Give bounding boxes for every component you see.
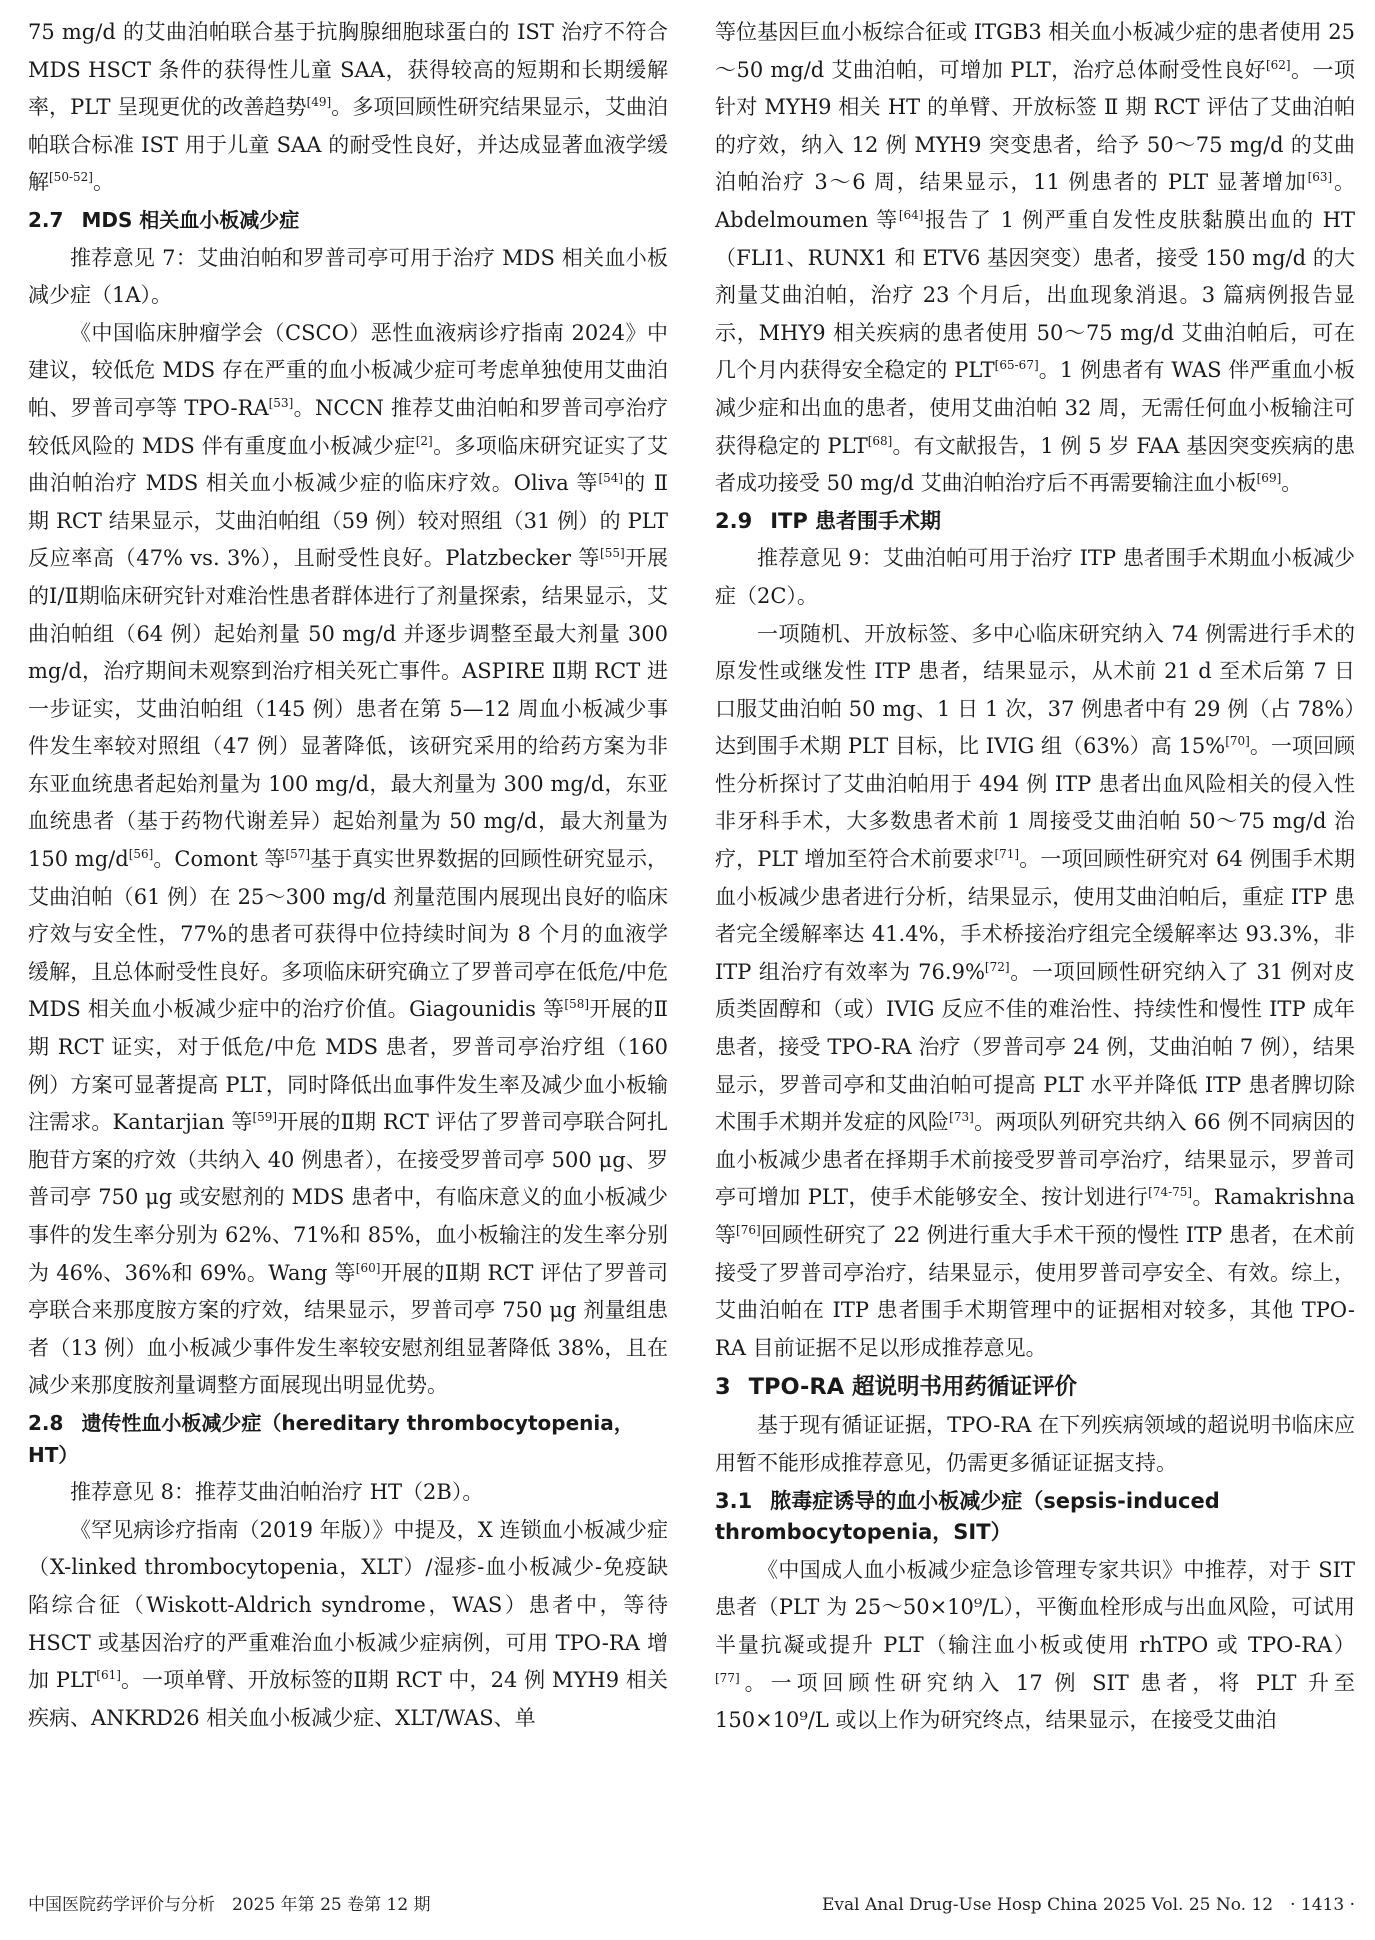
recommendation-9: 推荐意见 9：艾曲泊帕可用于治疗 ITP 患者围手术期血小板减少症（2C）。 [715,546,1355,608]
citation: [56] [128,847,154,862]
section-heading-2-7 [28,205,668,237]
text-run: 开展的Ⅱ期 RCT 证实，对于低危/中危 MDS 患者，罗普司亭治疗组（160 例）方案可显著提高 PLT，同时降低出血事件发生率及减少血小板输注需求。Kantarjian 等 [28,997,669,1135]
text-run: 报告了 1 例严重自发性皮肤黏膜出血的 HT（FLI1、RUNX1 和 ETV6 基因突变）患者，接受 150 mg/d 的大剂量艾曲泊帕，治疗 23 个月后，出血现象消退。3 篇病例报告显示，MHY9 相关疾病的患者使用 50～75 mg/d 艾曲泊帕后，可在几个月内获得安全稳定的 PLT [715,207,1355,383]
paragraph [715,1552,1355,1740]
citation: [65-67] [994,358,1039,373]
paragraph [28,14,668,202]
text-run: 。一项回顾性研究纳入了 31 例对皮质类固醇和（或）IVIG 反应不佳的难治性、持续性和慢性 ITP 成年患者，接受 TPO-RA 治疗（罗普司亭 24 例，艾曲泊帕 7 例），结果显示，罗普司亭和艾曲泊帕可提高 PLT 水平并降低 ITP 患者脾切除术围手术期并发症的风险 [715,959,1355,1135]
citation: [50-52] [49,170,93,185]
text-run: 。Ramakrishna 等 [715,1185,1355,1247]
text-run: 《中国成人血小板减少症急诊管理专家共识》中推荐，对于 SIT 患者（PLT 为 25～50×10⁹/L），平衡血栓形成与出血风险，可试用半量抗凝或提升 PLT（输注血小板或使用 rhTPO 或 TPO-RA） [715,1557,1355,1657]
right-column [715,14,1355,1740]
text-run: 。一项回顾性研究对 64 例围手术期血小板减少患者进行分析，结果显示，使用艾曲泊帕后，重症 ITP 患者完全缓解率达 41.4%，手术桥接治疗组完全缓解率达 93.3%，非 ITP 组治疗有效率为 76.9% [715,847,1355,984]
section-heading-3 [715,1371,1355,1403]
paragraph [28,315,668,1405]
citation: [55] [600,546,625,561]
citation: [61] [96,1668,121,1683]
citation: [76] [736,1223,761,1237]
recommendation-8: 推荐意见 8：推荐艾曲泊帕治疗 HT（2B）。 [70,1480,484,1505]
citation: [68] [867,433,893,448]
text-run: 《中国临床肿瘤学会（CSCO）恶性血液病诊疗指南 2024》中建议，较低危 MDS 存在严重的血小板减少症可考虑单独使用艾曲泊帕、罗普司亭等 TPO-RA [28,320,668,420]
section-number: 2.9 [715,508,753,533]
text-run: 。NCCN 推荐艾曲泊帕和罗普司亭治疗较低风险的 MDS 伴有重度血小板减少症 [28,395,668,458]
paragraph: 基于现有循证证据，TPO-RA 在下列疾病领域的超说明书临床应用暂不能形成推荐意见，仍需更多循证证据支持。 [715,1413,1355,1475]
citation: [49] [306,95,332,110]
citation: [2] [415,433,433,448]
text-run: 基于真实世界数据的回顾性研究显示，艾曲泊帕（61 例）在 25～300 mg/d 剂量范围内展现出良好的临床疗效与安全性，77%的患者可获得中位持续时间为 8 个月的血液学缓解，且总体耐受性良好。多项临床研究确立了罗普司亭在低危/中危 MDS 相关血小板减少症中的治疗价值。Giagounidis 等 [28,847,668,1022]
text-run: 。1 例患者有 WAS 伴严重血小板减少症和出血的患者，使用艾曲泊帕 32 周，无需任何血小板输注可获得稳定的 PLT [715,358,1356,458]
text-run: 。Abdelmoumen 等 [715,170,1355,232]
text-run: MDS 相关血小板减少症 [81,207,300,232]
text-run: 开展的Ⅰ/Ⅱ期临床研究针对难治性患者群体进行了剂量探索，结果显示，艾曲泊帕组（64 例）起始剂量 50 mg/d 并逐步调整至最大剂量 300 mg/d，治疗期间未观察到治疗相关死亡事件。ASPIRE Ⅱ期 RCT 进一步证实，艾曲泊帕组（145 例）患者在第 5—12 周血小板减少事件发生率较对照组（47 例）显著降低，该研究采用的给药方案为非东亚血统患者起始剂量为 100 mg/d，最大剂量为 300 mg/d，东亚血统患者（基于药物代谢差异）起始剂量为 50 mg/d，最大剂量为 150 mg/d [28,546,669,872]
text-run: 遗传性血小板减少症（hereditary thrombocytopenia，HT） [28,1410,634,1467]
citation: [63] [1307,170,1333,185]
section-number: 3 [715,1374,731,1401]
paragraph [715,14,1355,503]
citation: [69] [1256,471,1282,486]
section-heading-2-9 [715,506,1355,538]
text-run: 。多项临床研究证实了艾曲泊帕治疗 MDS 相关血小板减少症的临床疗效。Oliva 等 [28,433,669,496]
citation: [59] [252,1110,278,1125]
citation: [73] [949,1110,974,1125]
text-run: 一项随机、开放标签、多中心临床研究纳入 74 例需进行手术的原发性或继发性 ITP 患者，结果显示，从术前 21 d 至术后第 7 日口服艾曲泊帕 50 mg、1 日 1 次，37 例患者中有 29 例（占 78%）达到围手术期 PLT 目标，比 IVIG 组（63%）高 15% [715,621,1355,759]
citation: [54] [598,471,624,486]
citation: [77] [715,1670,740,1685]
text-run: 的 Ⅱ 期 RCT 结果显示，艾曲泊帕组（59 例）较对照组（31 例）的 PLT 反应率高（47% vs. 3%），且耐受性良好。Platzbecker 等 [28,471,668,571]
text-run: 开展的Ⅱ期 RCT 评估了罗普司亭联合来那度胺方案的疗效，结果显示，罗普司亭 750 μg 剂量组患者（13 例）血小板减少事件发生率较安慰剂组显著降低 38%，且在减少来那度胺剂量调整方面展现出明显优势。 [28,1260,668,1398]
text-run: 。Comont 等 [153,847,286,872]
text-run: 。一项针对 MYH9 相关 HT 的单臂、开放标签 Ⅱ 期 RCT 评估了艾曲泊帕的疗效，纳入 12 例 MYH9 突变患者，给予 50～75 mg/d 的艾曲泊帕治疗 3～6 周，结果显示，11 例患者的 PLT 显著增加 [715,57,1356,195]
citation: [64] [898,207,924,222]
paragraph [715,616,1355,1368]
journal-name-cn: 中国医院药学评价与分析 2025 年第 25 卷第 12 期 [28,1895,431,1915]
citation: [70] [1225,734,1250,749]
left-column [28,14,668,1737]
section-heading-3-1 [715,1486,1355,1549]
citation: [71] [994,847,1020,862]
citation: [60] [355,1260,381,1275]
text-run: 等位基因巨血小板综合征或 ITGB3 相关血小板减少症的患者使用 25～50 mg/d 艾曲泊帕，可增加 PLT，治疗总体耐受性良好 [715,20,1355,82]
paragraph [28,1512,668,1738]
text-run: 75 mg/d 的艾曲泊帕联合基于抗胸腺细胞球蛋白的 IST 治疗不符合 MDS HSCT 条件的获得性儿童 SAA，获得较高的短期和长期缓解率，PLT 呈现更优的改善趋势 [28,20,668,120]
citation: [62] [1265,57,1291,72]
recommendation-7: 推荐意见 7：艾曲泊帕和罗普司亭可用于治疗 MDS 相关血小板减少症（1A）。 [28,245,668,308]
citation: [57] [285,847,311,862]
journal-name-en: Eval Anal Drug-Use Hosp China 2025 Vol. 25 No. 12 · 1413 · [821,1895,1355,1915]
text-run: TPO-RA 超说明书用药循证评价 [748,1374,1077,1401]
text-run: 。一项回顾性研究纳入 17 例 SIT 患者，将 PLT 升至 150×10⁹/L 或以上作为研究终点，结果显示，在接受艾曲泊 [715,1670,1355,1733]
text-run: 。有文献报告，1 例 5 岁 FAA 基因突变疾病的患者成功接受 50 mg/d 艾曲泊帕治疗后不再需要输注血小板 [715,433,1355,496]
citation: [58] [564,997,590,1012]
text-run: 。多项回顾性研究结果显示，艾曲泊帕联合标准 IST 用于儿童 SAA 的耐受性良好，并达成显著血液学缓解 [28,95,668,195]
page-footer [28,1890,1355,1916]
section-number: 2.7 [28,207,64,232]
section-number: 2.8 [28,1410,64,1435]
text-run: ITP 患者围手术期 [770,508,942,533]
text-run: 回顾性研究了 22 例进行重大手术干预的慢性 ITP 患者，在术前接受了罗普司亭治疗，结果显示，使用罗普司亭安全、有效。综上，艾曲泊帕在 ITP 患者围手术期管理中的证据相对较多，其他 TPO-RA 目前证据不足以形成推荐意见。 [715,1223,1356,1360]
text-run: 。一项单臂、开放标签的Ⅱ期 RCT 中，24 例 MYH9 相关疾病、ANKRD26 相关血小板减少症、XLT/WAS、单 [28,1668,669,1730]
citation: [53] [268,395,294,410]
citation: [72] [984,959,1010,974]
text-run: 开展的Ⅱ期 RCT 评估了罗普司亭联合阿扎胞苷方案的疗效（共纳入 40 例患者），在接受罗普司亭 500 μg、罗普司亭 750 μg 或安慰剂的 MDS 患者中，有临床意义的血小板减少事件的发生率分别为 62%、71%和 85%，血小板输注的发生率分别为 46%、36%和 69%。Wang 等 [28,1110,668,1285]
text-run: 。 [92,170,114,195]
section-number: 3.1 [715,1488,753,1513]
text-run: 《罕见病诊疗指南（2019 年版）》中提及，X 连锁血小板减少症（X-linked thrombocytopenia，XLT）/湿疹-血小板减少-免疫缺陷综合征（Wiskott-Aldrich syndrome，WAS）患者中，等待 HSCT 或基因治疗的严重难治血小板减少症病例，可用 TPO-RA 增加 PLT [28,1517,668,1693]
citation: [74-75] [1148,1185,1193,1200]
section-heading-2-8 [28,1408,668,1471]
text-run: 脓毒症诱导的血小板减少症（sepsis-induced thrombocytopenia，SIT） [715,1488,1220,1545]
text-run: 。 [1281,471,1303,496]
text-run: 。两项队列研究共纳入 66 例不同病因的血小板减少患者在择期手术前接受罗普司亭治疗，结果显示，罗普司亭可增加 PLT，使手术能够安全、按计划进行 [715,1110,1355,1210]
text-run: 。一项回顾性分析探讨了艾曲泊帕用于 494 例 ITP 患者出血风险相关的侵入性非牙科手术，大多数患者术前 1 周接受艾曲泊帕 50～75 mg/d 治疗，PLT 增加至符合术前要求 [715,734,1355,872]
